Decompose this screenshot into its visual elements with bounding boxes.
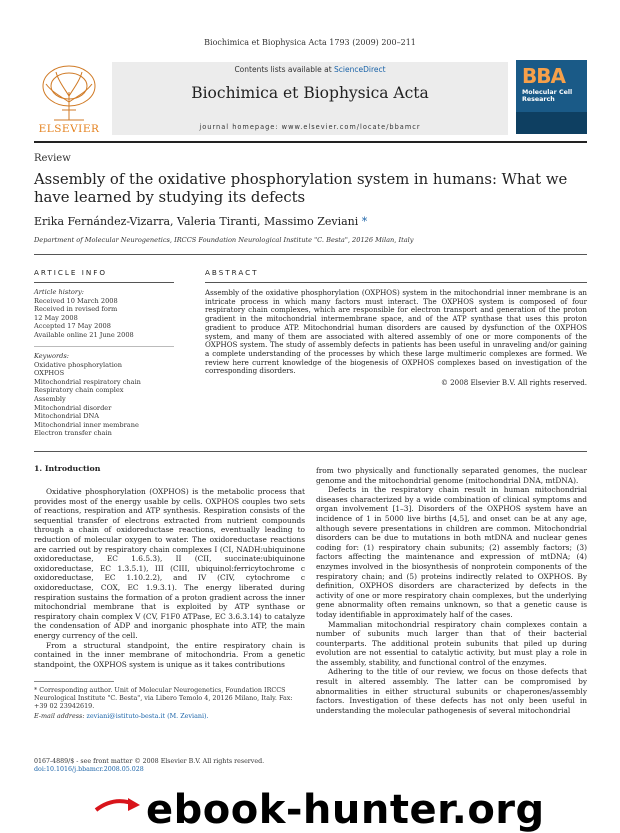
contents-line xyxy=(112,65,508,74)
right-column xyxy=(316,466,587,715)
history-item: 12 May 2008 xyxy=(34,313,78,322)
keyword: Oxidative phosphorylation xyxy=(34,360,123,369)
section-type: Review xyxy=(34,153,71,164)
footnote-rule xyxy=(34,681,114,682)
keyword: Mitochondrial respiratory chain xyxy=(34,377,141,386)
email-link[interactable]: zeviani@istituto-besta.it (M. Zeviani). xyxy=(86,712,209,721)
left-column xyxy=(34,487,305,669)
footnote xyxy=(34,687,305,721)
journal-title: Biochimica et Biophysica Acta xyxy=(191,84,429,102)
keyword: Respiratory chain complex xyxy=(34,386,124,395)
publisher-name: ELSEVIER xyxy=(38,123,100,135)
abstract-rule xyxy=(205,282,587,283)
history-item: Accepted 17 May 2008 xyxy=(34,322,111,331)
article-title: Assembly of the oxidative phosphorylation system in humans: What we have learned by studying its defects xyxy=(34,171,568,206)
article-history xyxy=(34,288,184,340)
journal-homepage[interactable]: journal homepage: www.elsevier.com/locate/bbamcr xyxy=(199,123,421,131)
keyword: OXPHOS xyxy=(34,369,65,378)
abstract-copyright: © 2008 Elsevier B.V. All rights reserved. xyxy=(440,378,587,387)
corresponding-author-note: * Corresponding author. Unit of Molecular Neurogenetics, Foundation IRCCS Neurological Institute "C. Besta", via Libero Temolo 4, 20126 Milano, Italy. Fax: +39 02 23942619. xyxy=(34,686,293,710)
issn-line: 0167-4889/$ - see front matter © 2008 Elsevier B.V. All rights reserved. xyxy=(34,758,265,765)
cover-logo: BBA xyxy=(522,64,565,88)
journal-cover xyxy=(516,60,587,134)
cover-strip xyxy=(516,112,587,134)
history-item: Received in revised form xyxy=(34,305,118,314)
doi-link[interactable]: doi:10.1016/j.bbamcr.2008.05.028 xyxy=(34,766,144,773)
corresponding-author-mark[interactable]: * xyxy=(361,215,368,228)
keywords-label: Keywords: xyxy=(34,352,69,360)
keyword: Mitochondrial inner membrane xyxy=(34,420,139,429)
introduction-heading: 1. Introduction xyxy=(34,464,101,473)
sciencedirect-link[interactable]: ScienceDirect xyxy=(334,65,386,74)
keyword: Electron transfer chain xyxy=(34,429,112,438)
paragraph: From a structural standpoint, the entire respiratory chain is contained in the inner membrane of mitochondria. From a genetic standpoint, the OXPHOS system is unique as it takes contributions xyxy=(34,640,305,669)
affiliation: Department of Molecular Neurogenetics, IRCCS Foundation Neurological Institute "C. Besta", 20126 Milan, Italy xyxy=(34,236,414,244)
keywords-rule xyxy=(34,346,174,347)
paragraph: Defects in the respiratory chain result in human mitochondrial diseases characterized by a wide combination of clinical symptoms and organ involvement [1–3]. Disorders of the OXPHOS system have an incidence of 1 in 5000 live births [4,5], and onset can be at any age, although severe presentations in children are common. Mitochondrial disorders can be due to mutations in both mtDNA and nuclear genes coding for: (1) respiratory chain subunits; (2) assembly factors; (3) factors affecting the maintenance and expression of mtDNA; (4) enzymes involved in the biosynthesis of nonprotein components of the respiratory chain; and (5) proteins indirectly related to OXPHOS. By definition, OXPHOS disorders are characterized by defects in the activity of one or more respiratory chain complexes, but the underlying gene abnormality often remains unknown, so that a genetic cause is today identifiable in approximately half of the cases. xyxy=(316,485,587,619)
keyword: Mitochondrial disorder xyxy=(34,403,112,412)
keyword: Assembly xyxy=(34,394,66,403)
bottom-info xyxy=(34,758,264,774)
abstract-text: Assembly of the oxidative phosphorylation (OXPHOS) system in the mitochondrial inner membrane is an intricate process in which many factors must interact. The OXPHOS system is composed of four respiratory chain complexes, which are responsible for electron transport and generation of the proton gradient in the mitochondrial intermembrane space, and of the ATP synthase that uses this proton gradient to produce ATP. Mitochondrial human disorders are caused by dysfunction of the OXPHOS system, and many of them are associated with altered assembly of one or more components of the OXPHOS system. The study of assembly defects in patients has been useful in unraveling and/or gaining a complete understanding of the processes by which these large multimeric complexes are formed. We review here current knowledge of the biogenesis of OXPHOS complexes based on investigation of the corresponding disorders. xyxy=(205,288,587,376)
history-item: Received 10 March 2008 xyxy=(34,296,118,305)
info-rule xyxy=(34,254,587,255)
author-list: Erika Fernández-Vizarra, Valeria Tiranti, Massimo Zeviani xyxy=(34,215,359,228)
paragraph: Adhering to the title of our review, we focus on those defects that result in altered assembly. The latter can be compromised by abnormalities in either structural subunits or chaperones/assembly factors. Investigation of these defects has not only been useful in understanding the molecular pathogenesis of several mitochondrial xyxy=(316,667,587,715)
cover-subtitle: Molecular Cell Research xyxy=(522,89,573,103)
contents-prefix: Contents lists available at xyxy=(234,65,335,74)
history-item: Available online 21 June 2008 xyxy=(34,330,134,339)
header-rule xyxy=(34,141,587,143)
paragraph: Mammalian mitochondrial respiratory chain complexes contain a number of subunits much larger than that of their bacterial counterparts. The additional protein subunits that piled up during evolution are not essential to catalytic activity, but must play a role in the assembly, stability, and functional control of the enzymes. xyxy=(316,619,587,667)
keywords xyxy=(34,352,184,438)
article-info-heading: ARTICLE INFO xyxy=(34,268,108,277)
history-label: Article history: xyxy=(34,288,84,296)
article-info-rule xyxy=(34,282,174,283)
body-rule xyxy=(34,451,587,452)
keyword: Mitochondrial DNA xyxy=(34,412,100,421)
authors xyxy=(34,215,367,228)
email-label: E-mail address: xyxy=(34,712,85,721)
paragraph: Oxidative phosphorylation (OXPHOS) is the metabolic process that provides most of the energy usable by cells. OXPHOS couples two sets of reactions, respiration and ATP synthesis. Respiration consists of the sequential transfer of electrons extracted from nutrient compounds through a chain of oxidoreductase reactions, eventually leading to reduction of molecular oxygen to water. The oxidoreductase reactions are carried out by respiratory chain complexes I (CI, NADH:ubiquinone oxidoreductase, EC 1.6.5.3), II (CII, succinate:ubiquinone oxidoreductase, EC 1.3.5.1), III (CIII, ubiquinol:ferricytochrome c oxidoreductase, EC 1.10.2.2), and IV (CIV, cytochrome c oxidoreductase, COX, EC 1.9.3.1). The energy liberated during respiration sustains the formation of a proton gradient across the inner mitochondrial membrane that is exploited by ATP synthase or respiratory chain complex V (CV, F1F0 ATPase, EC 3.6.3.14) to catalyze the condensation of ADP and inorganic phosphate into ATP, the main energy currency of the cell. xyxy=(34,487,305,640)
watermark-text: ebook-hunter.org xyxy=(146,787,545,833)
email-line xyxy=(34,713,305,721)
paragraph: from two physically and functionally separated genomes, the nuclear genome and the mitochondrial genome (mitochondrial DNA, mtDNA). xyxy=(316,466,587,485)
arrow-icon xyxy=(94,794,142,818)
abstract-heading: ABSTRACT xyxy=(205,268,259,277)
running-head: Biochimica et Biophysica Acta 1793 (2009) 200–211 xyxy=(204,38,416,47)
